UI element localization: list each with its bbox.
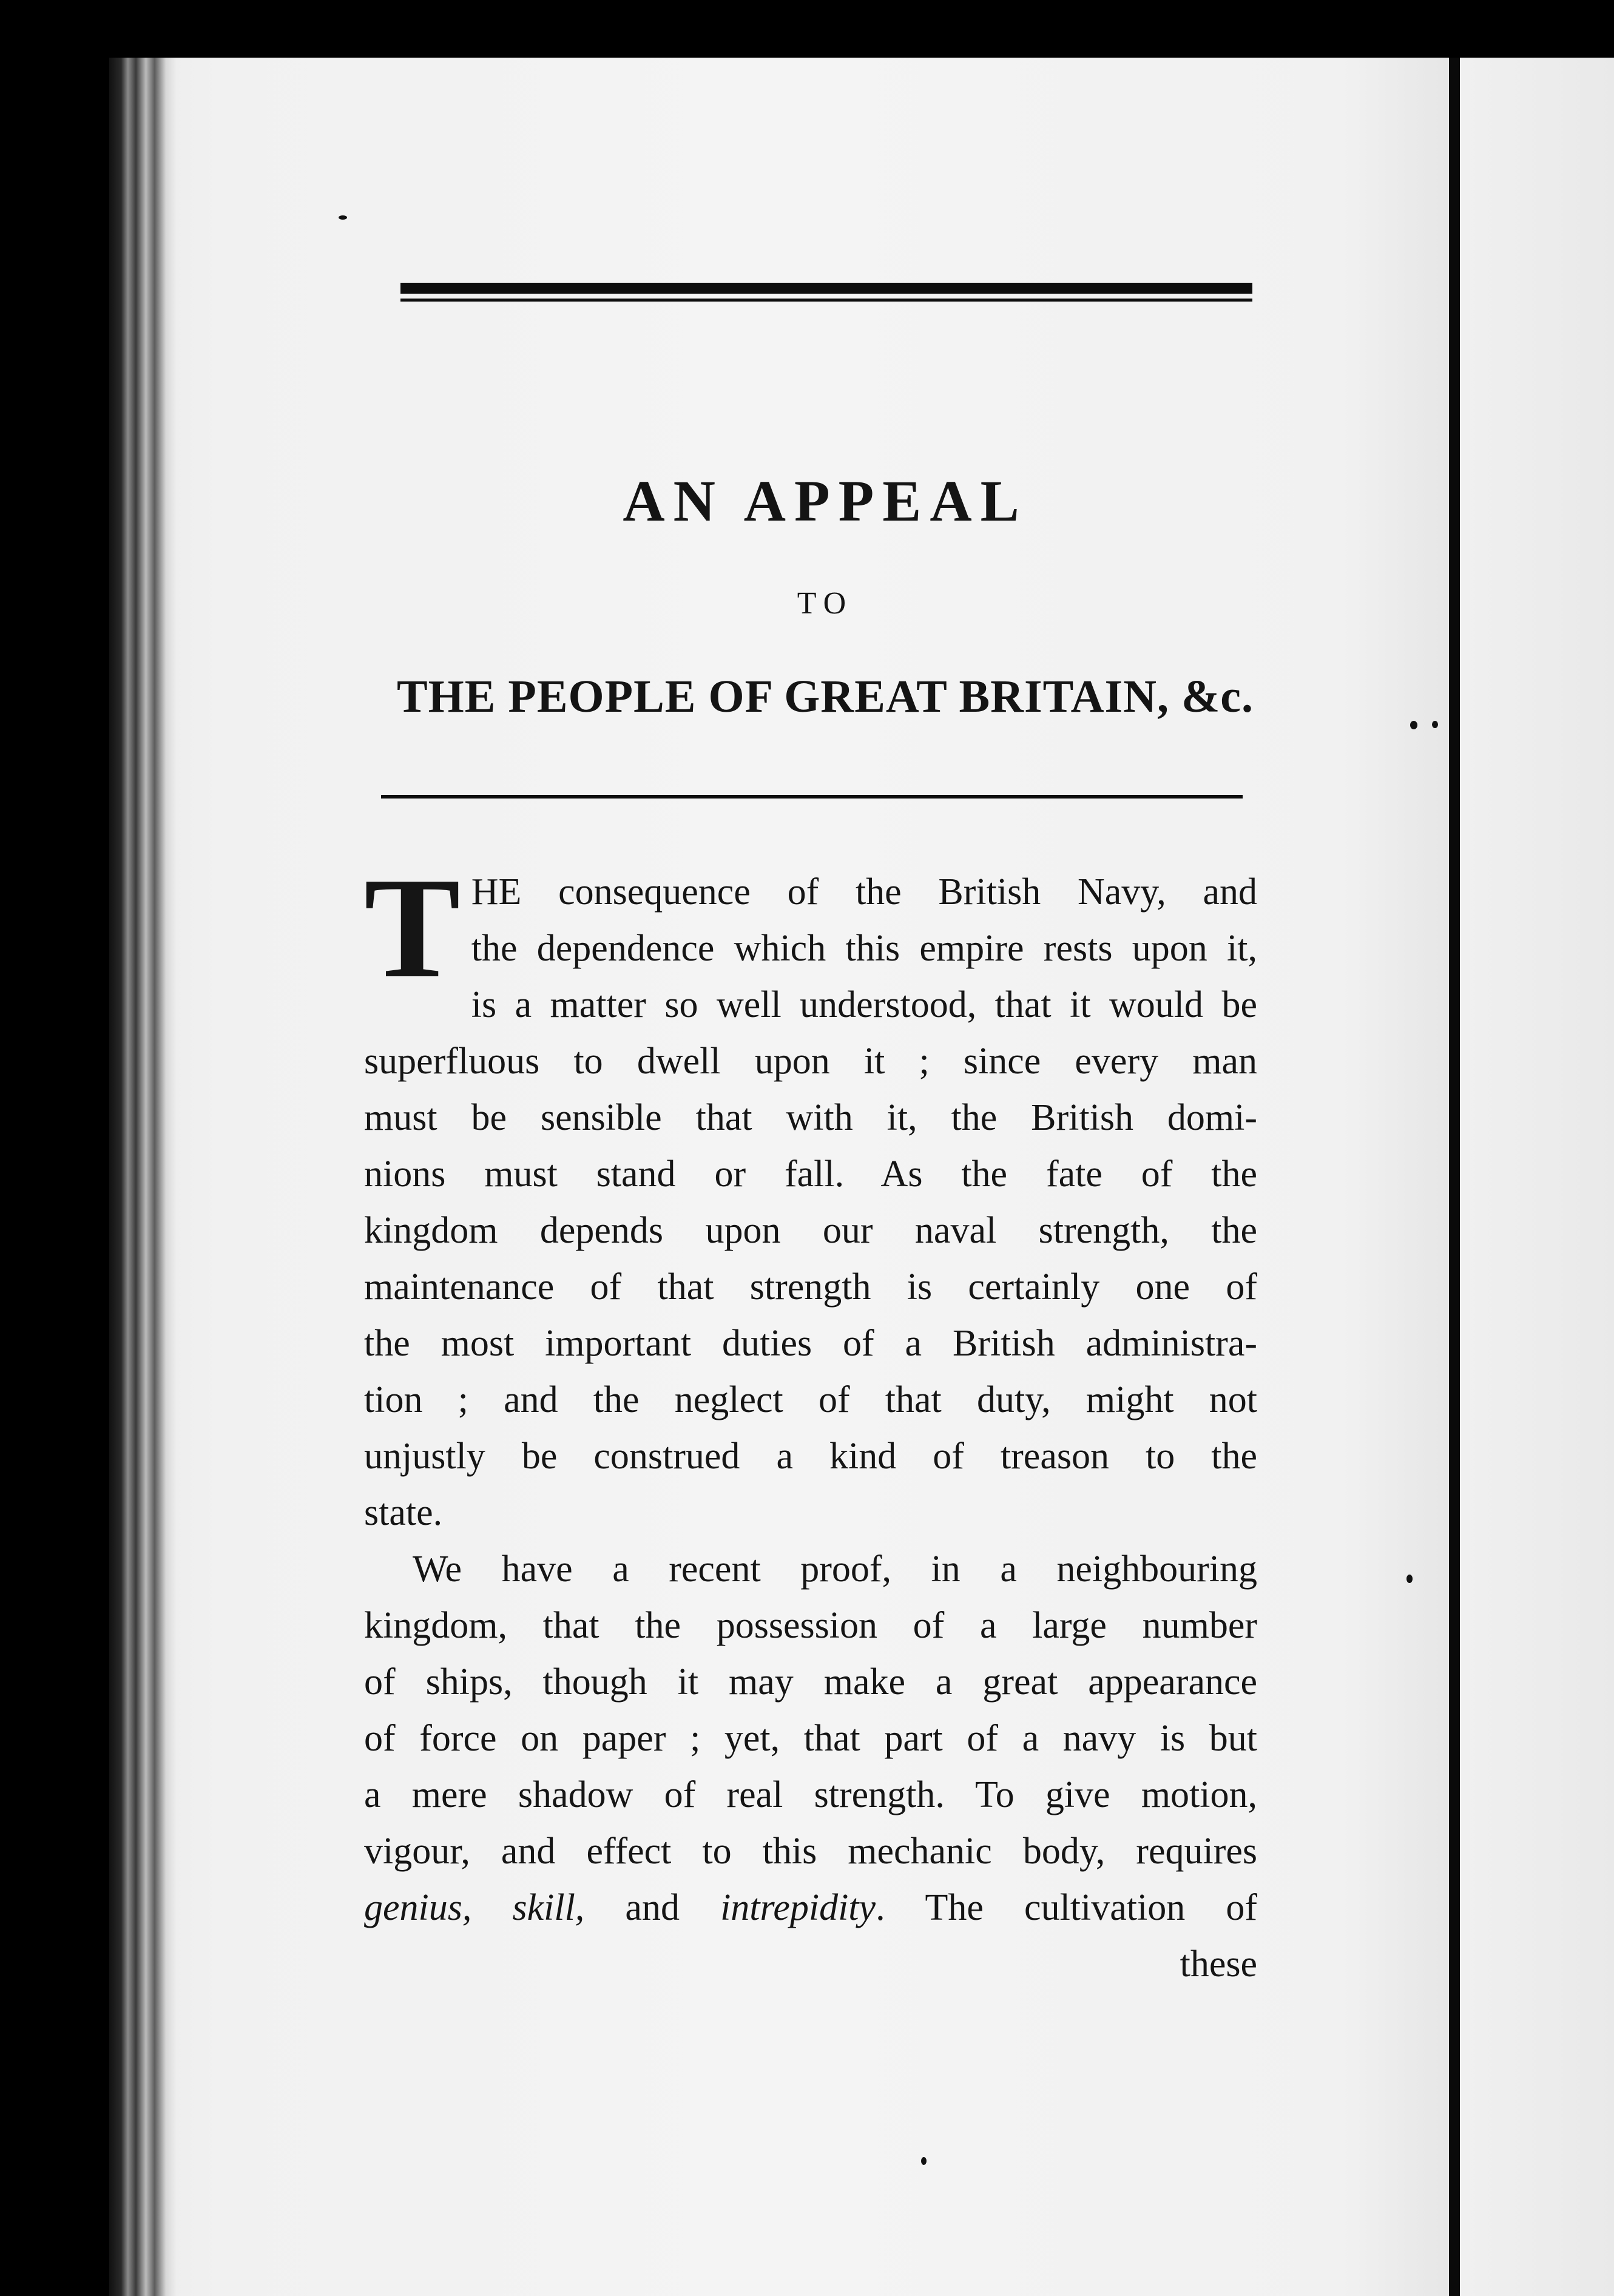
text-line: unjustly be construed a kind of treason to the [364,1436,1257,1477]
catchword: these [1180,1943,1257,1985]
page-gutter-divider [1449,58,1460,2296]
text-line: the most important duties of a British administra- [364,1323,1257,1364]
ink-speck [339,215,347,220]
page-title: AN APPEAL [623,468,1028,533]
heading-separator-rule [381,795,1243,799]
ink-speck [1410,721,1417,729]
text-line: the dependence which this empire rests upon it, [471,928,1257,969]
plain-text: and [584,1887,721,1928]
italic-text: genius, skill, [364,1887,585,1928]
text-line: of force on paper ; yet, that part of a navy is but [364,1718,1257,1759]
ink-speck [1406,1575,1413,1583]
facing-page-edge [1460,58,1614,2296]
text-line: a mere shadow of real strength. To give motion, [364,1774,1257,1815]
title-connector: TO [797,586,854,621]
page-subtitle: THE PEOPLE OF GREAT BRITAIN, &c. [396,671,1254,722]
body-text [364,848,1257,1993]
text-line: kingdom, that the possession of a large number [364,1605,1257,1646]
text-line-italic-mix [364,1880,1257,1936]
drop-cap: T [364,848,461,1008]
book-binding-edge [109,58,176,2296]
text-line: tion ; and the neglect of that duty, might not [364,1379,1257,1420]
text-line: HE consequence of the British Navy, and [471,871,1257,913]
top-ornamental-rule [400,283,1252,294]
text-line: of ships, though it may make a great appearance [364,1661,1257,1703]
text-line: vigour, and effect to this mechanic body, requires [364,1831,1257,1872]
text-line: nions must stand or fall. As the fate of the [364,1153,1257,1195]
text-line: We have a recent proof, in a neighbouring [413,1548,1257,1590]
text-line: must be sensible that with it, the British domi- [364,1097,1257,1138]
text-line: maintenance of that strength is certainly one of [364,1266,1257,1308]
ink-speck [921,2157,927,2165]
top-rule-thin-line [400,299,1252,302]
text-line: superfluous to dwell upon it ; since every man [364,1041,1257,1082]
text-line: is a matter so well understood, that it would be [471,984,1257,1025]
italic-text: intrepidity [720,1887,876,1928]
ink-speck [1432,721,1438,728]
text-line: state. [364,1492,443,1533]
text-line: kingdom depends upon our naval strength, the [364,1210,1257,1251]
plain-text: . The cultivation of [876,1887,1257,1928]
